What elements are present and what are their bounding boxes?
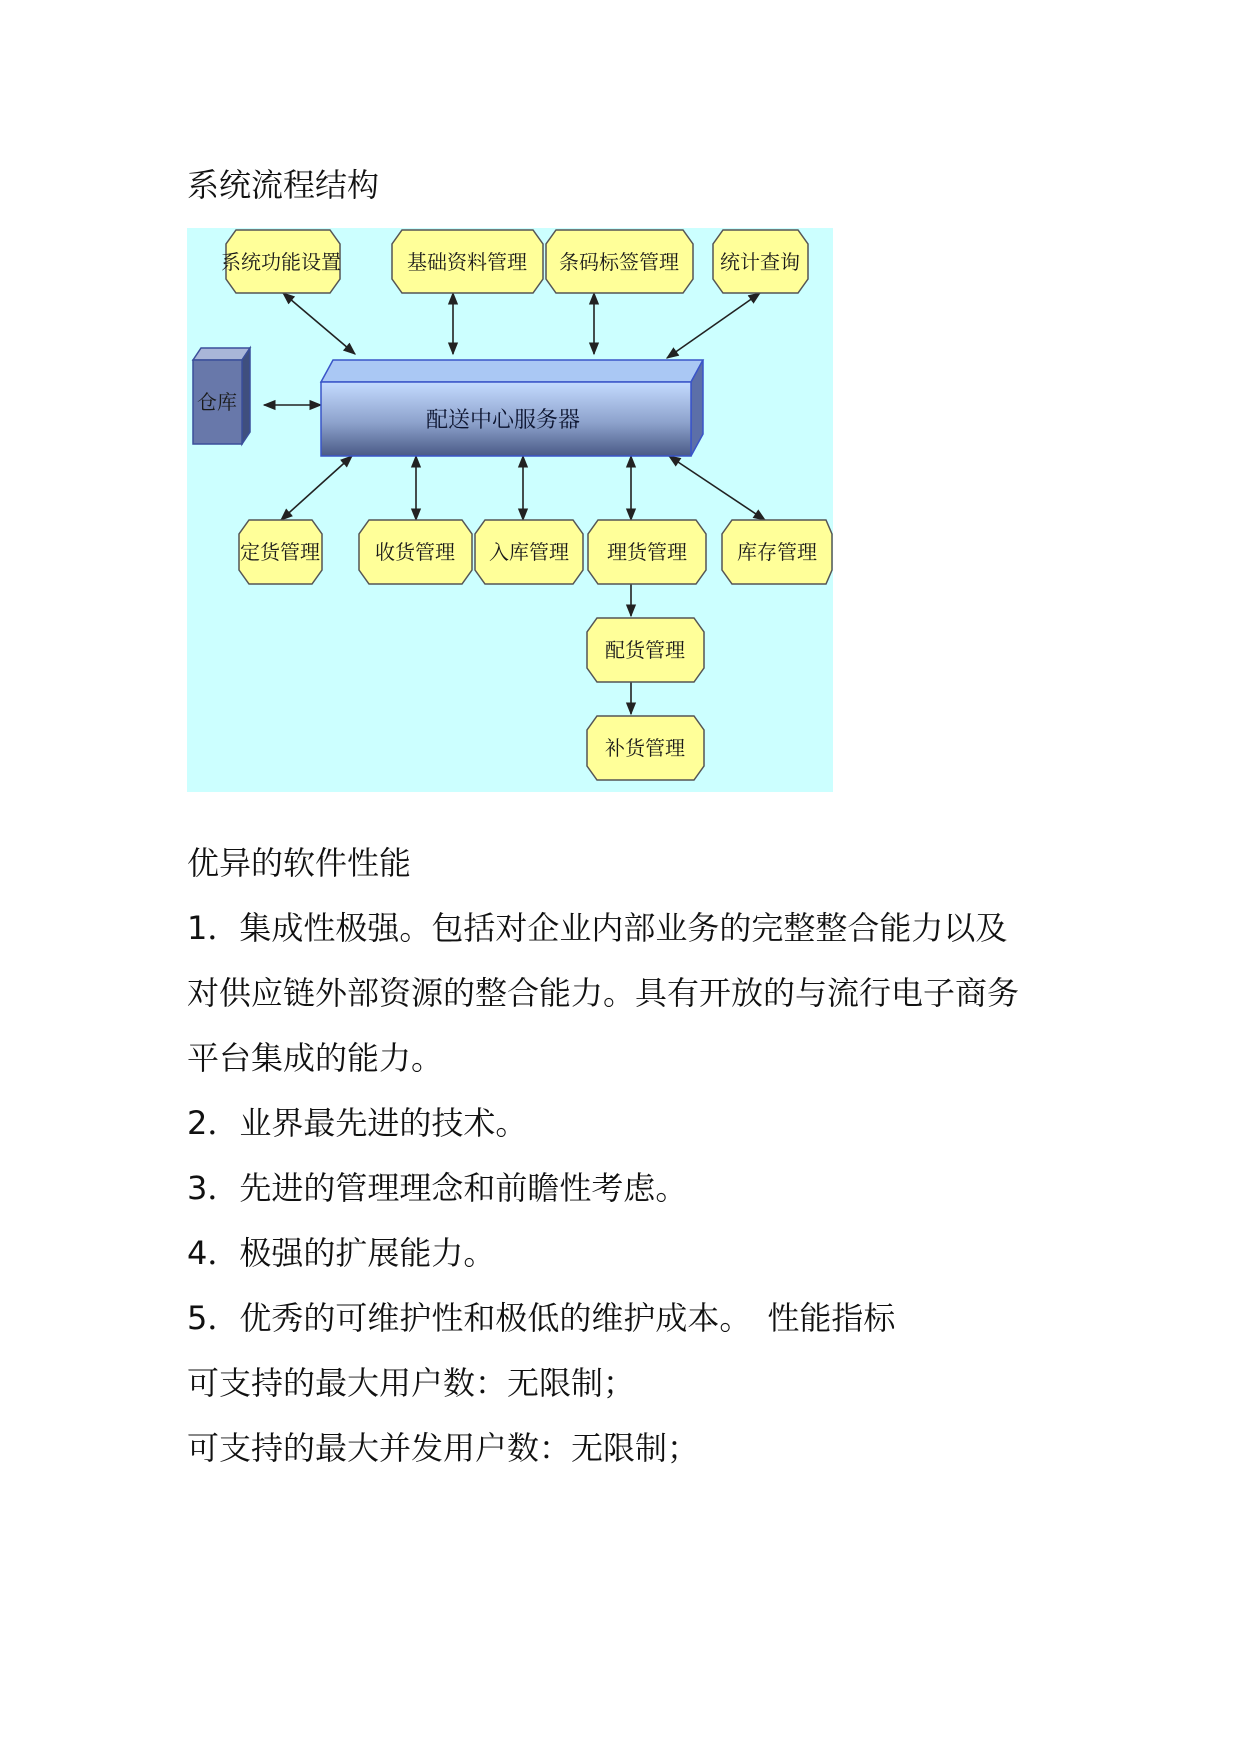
node-label-stats-query: 统计查询 (720, 250, 800, 274)
performance-line: 3．先进的管理理念和前瞻性考虑。 (187, 1169, 688, 1207)
node-receive (359, 520, 472, 584)
performance-line: 4．极强的扩展能力。 (187, 1234, 496, 1272)
node-label-replenish: 补货管理 (605, 736, 685, 760)
node-distribution (587, 618, 704, 682)
warehouse-box (193, 348, 250, 444)
node-label-basic-data: 基础资料管理 (407, 250, 527, 274)
node-basic-data (392, 230, 543, 293)
node-sorting (588, 520, 706, 584)
node-label-order: 定货管理 (240, 540, 320, 564)
node-stats-query (713, 230, 808, 293)
diagram-svg (187, 228, 833, 792)
diagram-background (187, 228, 833, 792)
performance-line: 2．业界最先进的技术。 (187, 1104, 528, 1142)
node-label-sorting: 理货管理 (607, 540, 687, 564)
node-label-distribution: 配货管理 (605, 638, 685, 662)
performance-line: 5．优秀的可维护性和极低的维护成本。 性能指标 (187, 1299, 896, 1337)
server-box (321, 360, 703, 456)
section-title-flow: 系统流程结构 (187, 166, 380, 204)
performance-line: 可支持的最大并发用户数：无限制； (187, 1429, 700, 1467)
node-barcode (546, 230, 693, 293)
node-order (239, 520, 322, 584)
node-inbound (475, 520, 583, 584)
performance-line: 1．集成性极强。包括对企业内部业务的完整整合能力以及 (187, 909, 1008, 947)
system-flow-diagram (187, 228, 833, 792)
node-label-inventory: 库存管理 (737, 540, 817, 564)
node-replenish (587, 716, 704, 780)
performance-line: 平台集成的能力。 (187, 1039, 444, 1077)
node-inventory (722, 520, 832, 584)
node-label-system-settings: 系统功能设置 (221, 250, 341, 274)
node-label-receive: 收货管理 (375, 540, 455, 564)
section-title-performance: 优异的软件性能 (187, 844, 412, 882)
node-label-inbound: 入库管理 (489, 540, 569, 564)
performance-line: 对供应链外部资源的整合能力。具有开放的与流行电子商务 (187, 974, 1020, 1012)
server-label: 配送中心服务器 (425, 408, 581, 433)
warehouse-label: 仓库 (197, 390, 237, 414)
node-system-settings (221, 230, 341, 293)
node-label-barcode: 条码标签管理 (559, 250, 679, 274)
performance-line: 可支持的最大用户数：无限制； (187, 1364, 636, 1402)
